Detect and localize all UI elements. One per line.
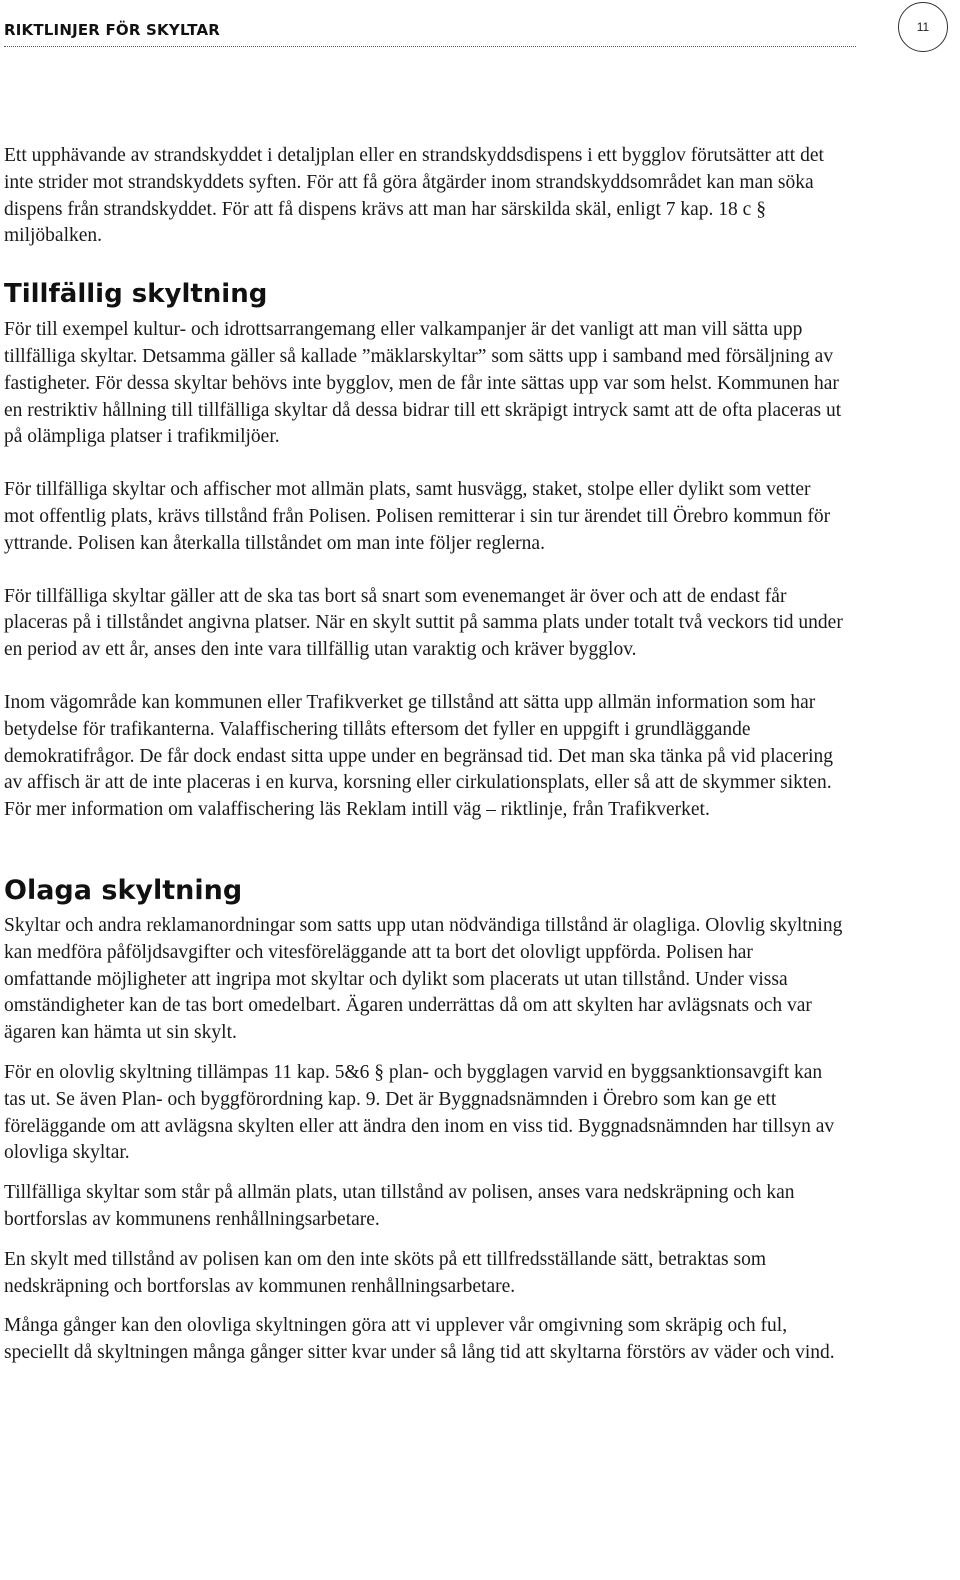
- page-number-badge: [898, 2, 948, 52]
- olaga-paragraph-4: En skylt med tillstånd av polisen kan om den inte sköts på ett tillfredsställande sätt, betraktas som nedskräpning och bortforslas av kommunen renhållningsarbetare.: [4, 1248, 766, 1297]
- tillfallig-paragraph-2: För tillfälliga skyltar och affischer mot allmän plats, samt husvägg, staket, stolpe eller dylikt som vetter mot offentlig plats, krävs tillstånd från Polisen. Polisen remitterar i sin tur ärendet till Örebro kommun för yttrande. Polisen kan återkalla tillståndet om man inte följer reglerna.: [4, 479, 831, 554]
- olaga-paragraph-3: Tillfälliga skyltar som står på allmän plats, utan tillstånd av polisen, anses vara nedskräpning och kan bortforslas av kommunens renhållningsarbetare.: [4, 1182, 795, 1230]
- heading-olaga-skyltning: Olaga skyltning: [4, 874, 243, 906]
- heading-tillfallig-skyltning: Tillfällig skyltning: [4, 279, 268, 310]
- page-number: 11: [916, 20, 930, 34]
- olaga-paragraph-1: Skyltar och andra reklamanordningar som satts upp utan nödvändiga tillstånd är olagliga. Olovlig skyltning kan medföra påföljdsavgifter och vitesföreläggande att ta bort det olovligt uppförda. Polisen har omfattande möjligheter att ingripa mot skyltar och dylikt som placerats ut utan tillstånd. Under vissa omständigheter kan de tas bort omedelbart. Ägaren underrättas då om att skylten har avlägsnats och var ägaren kan hämta ut sin skylt.: [4, 914, 843, 1044]
- tillfallig-paragraph-1: För till exempel kultur- och idrottsarrangemang eller valkampanjer är det vanligt att man vill sätta upp tillfälliga skyltar. Detsamma gäller så kallade ”mäklarskyltar” som sätts upp i samband med försäljning av fastigheter. För dessa skyltar behövs inte bygglov, men de får inte sättas upp var som helst. Kommunen har en restriktiv hållning till tillfälliga skyltar då dessa bidrar till ett skräpigt intryck samt att de ofta placeras ut på olämpliga platser i trafikmiljöer.: [4, 319, 842, 448]
- tillfallig-paragraph-3: För tillfälliga skyltar gäller att de ska tas bort så snart som evenemanget är över och att de endast får placeras på i tillståndet angivna platser. När en skylt suttit på samma plats under totalt två veckors tid under en period av ett år, anses den inte vara tillfällig utan varaktig och kräver bygglov.: [4, 585, 843, 661]
- olaga-paragraph-5: Många gånger kan den olovliga skyltningen göra att vi upplever vår omgivning som skräpig och ful, speciellt då skyltningen många gånger sitter kvar under så lång tid att skyltarna förstörs av väder och vind.: [4, 1315, 835, 1364]
- tillfallig-paragraph-4: Inom vägområde kan kommunen eller Trafikverket ge tillstånd att sätta upp allmän information som har betydelse för trafikanterna. Valaffischering tillåts eftersom det fyller en uppgift i grundläggande demokratifrågor. De får dock endast sitta uppe under en begränsad tid. Det man ska tänka på vid placering av affisch är att de inte placeras i en kurva, korsning eller cirkulationsplats, eller så att de skymmer sikten. För mer information om valaffischering läs Reklam intill väg – riktlinje, från Trafikverket.: [4, 691, 833, 821]
- page-header: [4, 0, 954, 50]
- header-dotted-rule: [4, 46, 856, 47]
- olaga-paragraph-2: För en olovlig skyltning tillämpas 11 kap. 5&6 § plan- och bygglagen varvid en byggsanktionsavgift kan tas ut. Se även Plan- och byggförordning kap. 9. Det är Byggnadsnämnden i Örebro som kan ge ett föreläggande om att avlägsna skylten eller att ändra den inom en viss tid. Byggnadsnämnden har tillsyn av olovliga skyltar.: [4, 1061, 835, 1164]
- page-body: [4, 143, 844, 1367]
- intro-paragraph: Ett upphävande av strandskyddet i detaljplan eller en strandskyddsdispens i ett bygglov förutsätter att det inte strider mot strandskyddets syften. För att få göra åtgärder inom strandskyddsområdet kan man söka dispens från strandskyddet. För att få dispens krävs att man har särskilda skäl, enligt 7 kap. 18 c § miljöbalken.: [4, 145, 824, 247]
- document-title: RIKTLINJER FÖR SKYLTAR: [4, 21, 221, 39]
